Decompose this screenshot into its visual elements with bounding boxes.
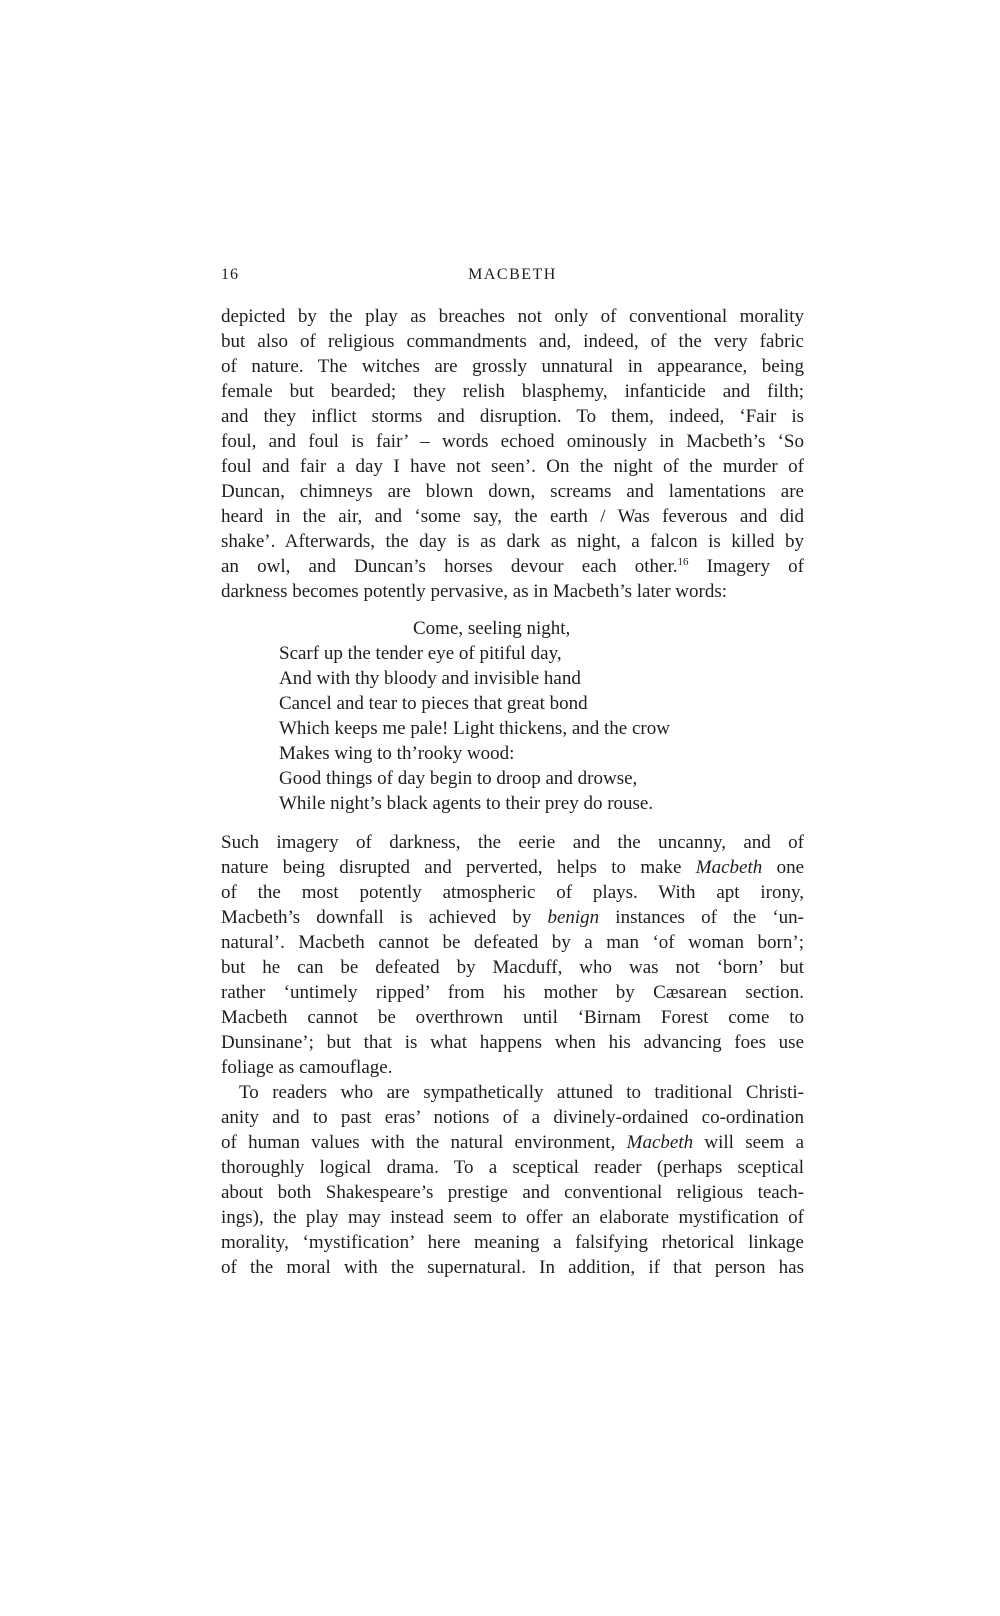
text-line: natural’. Macbeth cannot be defeated by a man ‘of woman born’; — [221, 932, 804, 953]
text-line: heard in the air, and ‘some say, the earth / Was feverous and did — [221, 506, 804, 527]
text-line: but he can be defeated by Macduff, who was not ‘born’ but — [221, 957, 804, 978]
text-line: and they inflict storms and disruption. To them, indeed, ‘Fair is — [221, 406, 804, 427]
text-segment: nature being disrupted and perverted, helps to make — [221, 857, 696, 878]
play-title: Macbeth — [626, 1132, 694, 1153]
verse-line: And with thy bloody and invisible hand — [279, 668, 581, 689]
text-segment: of human values with the natural environment, — [221, 1132, 627, 1153]
text-line: Macbeth cannot be overthrown until ‘Birnam Forest come to — [221, 1007, 804, 1028]
verse-line: Cancel and tear to pieces that great bond — [279, 693, 588, 714]
running-title: MACBETH — [468, 266, 557, 283]
text-segment: one — [762, 857, 805, 878]
verse-line: Makes wing to th’rooky wood: — [279, 743, 515, 764]
verse-quotation — [279, 616, 804, 816]
text-line: rather ‘untimely ripped’ from his mother by Cæsarean section. — [221, 982, 804, 1003]
verse-line: Good things of day begin to droop and drowse, — [279, 768, 638, 789]
text-line — [221, 1130, 804, 1155]
text-line: depicted by the play as breaches not only of conventional morality — [221, 306, 804, 327]
text-line: of the most potently atmospheric of plays. With apt irony, — [221, 882, 804, 903]
text-line: of nature. The witches are grossly unnatural in appearance, being — [221, 356, 804, 377]
play-title: Macbeth — [695, 857, 763, 878]
text-segment: will seem a — [693, 1132, 805, 1153]
text-line: Such imagery of darkness, the eerie and the uncanny, and of — [221, 832, 804, 853]
text-line: Dunsinane’; but that is what happens when his advancing foes use — [221, 1032, 804, 1053]
text-line: but also of religious commandments and, indeed, of the very fabric — [221, 331, 804, 352]
text-segment: an owl, and Duncan’s horses devour each other. — [221, 556, 678, 577]
text-line — [221, 905, 804, 930]
text-line: anity and to past eras’ notions of a divinely-ordained co-ordination — [221, 1107, 804, 1128]
footnote-reference: 16 — [677, 556, 689, 568]
page-number: 16 — [221, 266, 239, 283]
text-segment: Imagery of — [688, 556, 804, 577]
text-line: ings), the play may instead seem to offer an elaborate mystification of — [221, 1207, 804, 1228]
paragraph-3 — [221, 1080, 804, 1280]
text-line: female but bearded; they relish blasphemy, infanticide and filth; — [221, 381, 804, 402]
book-page — [221, 266, 804, 1280]
text-line: To readers who are sympathetically attuned to traditional Christi- — [239, 1082, 804, 1103]
text-line: morality, ‘mystification’ here meaning a falsifying rhetorical linkage — [221, 1232, 804, 1253]
emphasis-word: benign — [547, 907, 600, 928]
text-segment: Macbeth’s downfall is achieved by — [221, 907, 548, 928]
text-line: shake’. Afterwards, the day is as dark as night, a falcon is killed by — [221, 531, 804, 552]
paragraph-2 — [221, 830, 804, 1080]
text-line: about both Shakespeare’s prestige and conventional religious teach- — [221, 1182, 804, 1203]
text-line: foliage as camouflage. — [221, 1057, 393, 1078]
paragraph-1 — [221, 304, 804, 604]
verse-line: Scarf up the tender eye of pitiful day, — [279, 643, 562, 664]
text-line: foul and fair a day I have not seen’. On the night of the murder of — [221, 456, 804, 477]
text-line: Duncan, chimneys are blown down, screams and lamentations are — [221, 481, 804, 502]
text-line: darkness becomes potently pervasive, as in Macbeth’s later words: — [221, 581, 727, 602]
text-line — [221, 855, 804, 880]
running-head — [221, 266, 804, 290]
text-line: of the moral with the supernatural. In addition, if that person has — [221, 1257, 804, 1278]
verse-line: While night’s black agents to their prey do rouse. — [279, 793, 654, 814]
verse-line: Which keeps me pale! Light thickens, and the crow — [279, 718, 670, 739]
text-segment: instances of the ‘un- — [599, 907, 804, 928]
text-line — [221, 554, 804, 579]
text-line: foul, and foul is fair’ – words echoed ominously in Macbeth’s ‘So — [221, 431, 804, 452]
text-line: thoroughly logical drama. To a sceptical reader (perhaps sceptical — [221, 1157, 804, 1178]
verse-line: Come, seeling night, — [413, 618, 571, 639]
